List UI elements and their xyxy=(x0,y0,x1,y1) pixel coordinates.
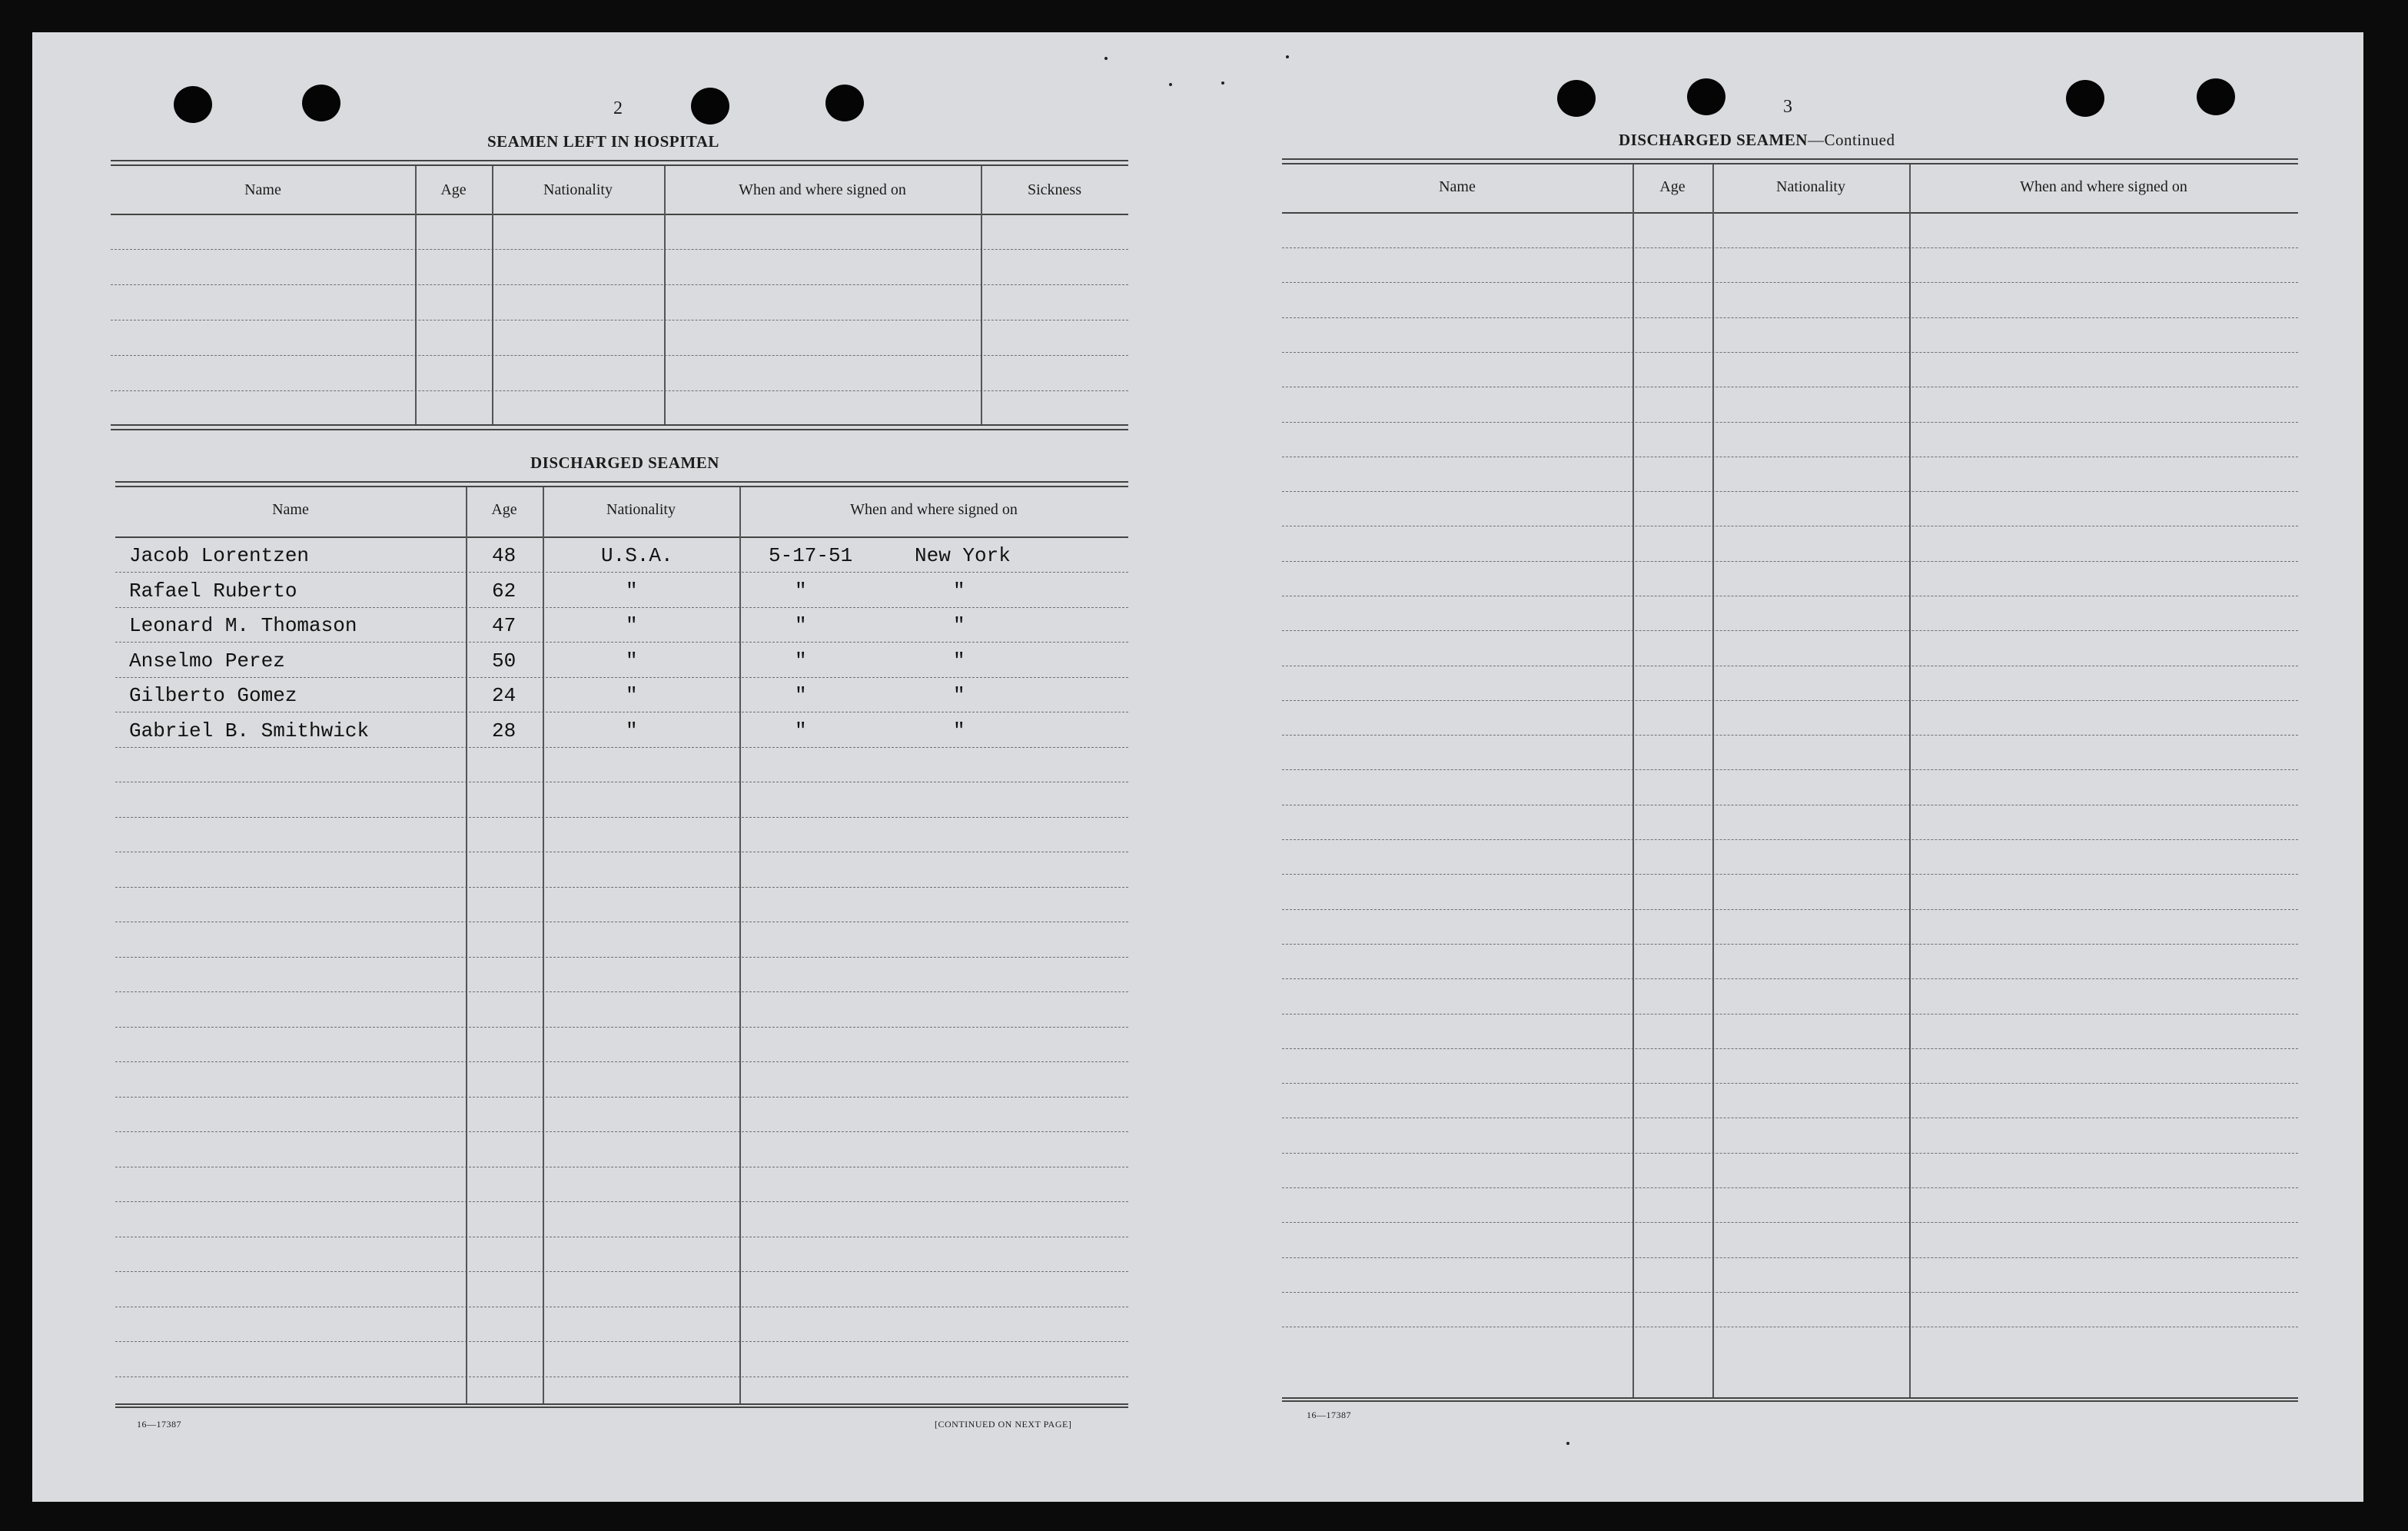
discharged-table-row-line xyxy=(115,1271,1128,1272)
continued-table-column-divider xyxy=(1712,164,1714,1397)
seaman-name: Anselmo Perez xyxy=(129,649,285,673)
discharged-table-row-line xyxy=(115,991,1128,992)
seaman-name: Leonard M. Thomason xyxy=(129,614,357,637)
discharged-table-row-line xyxy=(115,747,1128,748)
continued-table-column-divider xyxy=(1909,164,1911,1397)
right-title-suffix: —Continued xyxy=(1807,131,1895,149)
hospital-table-column-header: When and where signed on xyxy=(739,181,906,198)
continued-table-row-line xyxy=(1282,1083,2298,1084)
seaman-age: 48 xyxy=(492,544,516,567)
continued-table-row-line xyxy=(1282,1187,2298,1188)
hospital-table-column-header: Nationality xyxy=(543,181,613,198)
signed-on-date: " xyxy=(795,649,807,673)
seaman-nationality: " xyxy=(626,580,638,603)
continued-table-row-line xyxy=(1282,1257,2298,1258)
continued-table-column-header: When and where signed on xyxy=(2020,178,2187,195)
hospital-table-column-header: Age xyxy=(440,181,467,198)
seaman-nationality: " xyxy=(626,614,638,637)
continued-table-column-header: Nationality xyxy=(1776,178,1845,195)
discharged-table-column-header: Age xyxy=(491,501,517,518)
right-title-main: DISCHARGED SEAMEN xyxy=(1619,131,1808,149)
continued-table-row-line xyxy=(1282,978,2298,979)
continued-table-row-line xyxy=(1282,874,2298,875)
discharged-table-column-header: Name xyxy=(272,501,309,518)
continued-table-row-line xyxy=(1282,1222,2298,1223)
hospital-table-column-header: Sickness xyxy=(1028,181,1081,198)
seaman-age: 28 xyxy=(492,719,516,742)
punch-hole xyxy=(691,88,729,125)
discharged-table-bottom-rule xyxy=(115,1403,1128,1405)
signed-on-place: " xyxy=(953,649,965,673)
right-section-title xyxy=(1619,131,1895,150)
punch-hole xyxy=(302,85,340,121)
signed-on-date: " xyxy=(795,614,807,637)
seaman-name: Rafael Ruberto xyxy=(129,580,297,603)
seaman-name: Gilberto Gomez xyxy=(129,684,297,707)
discharged-table-row-line xyxy=(115,1201,1128,1202)
seaman-age: 47 xyxy=(492,614,516,637)
continued-table-bottom-rule xyxy=(1282,1397,2298,1399)
discharged-section-title: DISCHARGED SEAMEN xyxy=(530,453,719,472)
discharged-table-row-line xyxy=(115,642,1128,643)
punch-hole xyxy=(1687,78,1725,115)
continued-table-row-line xyxy=(1282,352,2298,353)
seaman-nationality: " xyxy=(626,684,638,707)
signed-on-place: " xyxy=(953,684,965,707)
paper-speck xyxy=(1566,1442,1569,1445)
paper-speck xyxy=(1169,83,1172,86)
continued-table-row-line xyxy=(1282,247,2298,248)
discharged-table-top-rule xyxy=(115,481,1128,487)
paper-speck xyxy=(1104,57,1108,60)
punch-hole xyxy=(2197,78,2235,115)
page-number-right: 3 xyxy=(1783,97,1792,117)
continued-note: [CONTINUED ON NEXT PAGE] xyxy=(935,1419,1072,1430)
discharged-table-column-divider xyxy=(466,487,467,1403)
hospital-table-column-divider xyxy=(981,166,982,424)
seaman-age: 62 xyxy=(492,580,516,603)
discharged-table-row-line xyxy=(115,572,1128,573)
form-number-left: 16—17387 xyxy=(137,1419,181,1430)
continued-table-row-line xyxy=(1282,1048,2298,1049)
discharged-table-column-divider xyxy=(739,487,741,1403)
signed-on-date: " xyxy=(795,719,807,742)
hospital-table-header-rule xyxy=(111,214,1128,215)
discharged-table-row-line xyxy=(115,607,1128,608)
discharged-table-row-line xyxy=(115,1061,1128,1062)
continued-table-row-line xyxy=(1282,561,2298,562)
discharged-table-column-header: Nationality xyxy=(606,501,676,518)
paper-speck xyxy=(1221,81,1224,85)
continued-table-row-line xyxy=(1282,1292,2298,1293)
continued-table-row-line xyxy=(1282,1153,2298,1154)
discharged-table-row-line xyxy=(115,1027,1128,1028)
discharged-table-row-line xyxy=(115,817,1128,818)
seaman-nationality: " xyxy=(626,719,638,742)
signed-on-date: " xyxy=(795,684,807,707)
hospital-table-row-line xyxy=(111,390,1128,391)
continued-table-row-line xyxy=(1282,944,2298,945)
seaman-nationality: U.S.A. xyxy=(601,544,673,567)
continued-table-row-line xyxy=(1282,317,2298,318)
continued-table-row-line xyxy=(1282,1014,2298,1015)
continued-table-column-header: Name xyxy=(1439,178,1476,195)
hospital-table-top-rule xyxy=(111,160,1128,166)
discharged-table-row-line xyxy=(115,1131,1128,1132)
seaman-name: Jacob Lorentzen xyxy=(129,544,310,567)
discharged-table-row-line xyxy=(115,957,1128,958)
continued-table-column-header: Age xyxy=(1659,178,1686,195)
hospital-section-title: SEAMEN LEFT IN HOSPITAL xyxy=(487,132,719,151)
discharged-table-row-line xyxy=(115,677,1128,678)
punch-hole xyxy=(174,86,212,123)
seaman-age: 50 xyxy=(492,649,516,673)
seaman-name: Gabriel B. Smithwick xyxy=(129,719,370,742)
signed-on-place: " xyxy=(953,614,965,637)
hospital-table-column-header: Name xyxy=(244,181,281,198)
paper-speck xyxy=(1286,55,1289,58)
signed-on-date: 5-17-51 xyxy=(769,544,853,567)
continued-table-top-rule xyxy=(1282,158,2298,164)
document-sheet xyxy=(32,32,2363,1502)
signed-on-place: " xyxy=(953,719,965,742)
punch-hole xyxy=(1557,80,1596,117)
signed-on-place: " xyxy=(953,580,965,603)
punch-hole xyxy=(2066,80,2104,117)
discharged-table-row-line xyxy=(115,1341,1128,1342)
discharged-table-row-line xyxy=(115,887,1128,888)
hospital-table-column-divider xyxy=(415,166,417,424)
discharged-table-row-line xyxy=(115,1097,1128,1098)
continued-table-row-line xyxy=(1282,422,2298,423)
hospital-table-column-divider xyxy=(664,166,666,424)
hospital-table-column-divider xyxy=(492,166,493,424)
continued-table-row-line xyxy=(1282,630,2298,631)
discharged-table-header-rule xyxy=(115,536,1128,538)
hospital-table-row-line xyxy=(111,249,1128,250)
continued-table-row-line xyxy=(1282,282,2298,283)
continued-table-row-line xyxy=(1282,909,2298,910)
seaman-nationality: " xyxy=(626,649,638,673)
signed-on-place: New York xyxy=(915,544,1011,567)
seaman-age: 24 xyxy=(492,684,516,707)
continued-table-row-line xyxy=(1282,491,2298,492)
continued-table-row-line xyxy=(1282,769,2298,770)
discharged-table-footer-rule xyxy=(115,1406,1128,1408)
signed-on-date: " xyxy=(795,580,807,603)
continued-table-row-line xyxy=(1282,735,2298,736)
continued-table-footer-rule xyxy=(1282,1400,2298,1402)
form-number-right: 16—17387 xyxy=(1307,1410,1351,1420)
page-number-left: 2 xyxy=(613,98,623,118)
discharged-table-column-header: When and where signed on xyxy=(850,501,1018,518)
hospital-table-row-line xyxy=(111,284,1128,285)
discharged-table-column-divider xyxy=(543,487,544,1403)
hospital-table-bottom-rule xyxy=(111,424,1128,430)
continued-table-row-line xyxy=(1282,839,2298,840)
punch-hole xyxy=(825,85,864,121)
continued-table-column-divider xyxy=(1632,164,1634,1397)
continued-table-row-line xyxy=(1282,700,2298,701)
continued-table-header-rule xyxy=(1282,212,2298,214)
hospital-table-row-line xyxy=(111,355,1128,356)
